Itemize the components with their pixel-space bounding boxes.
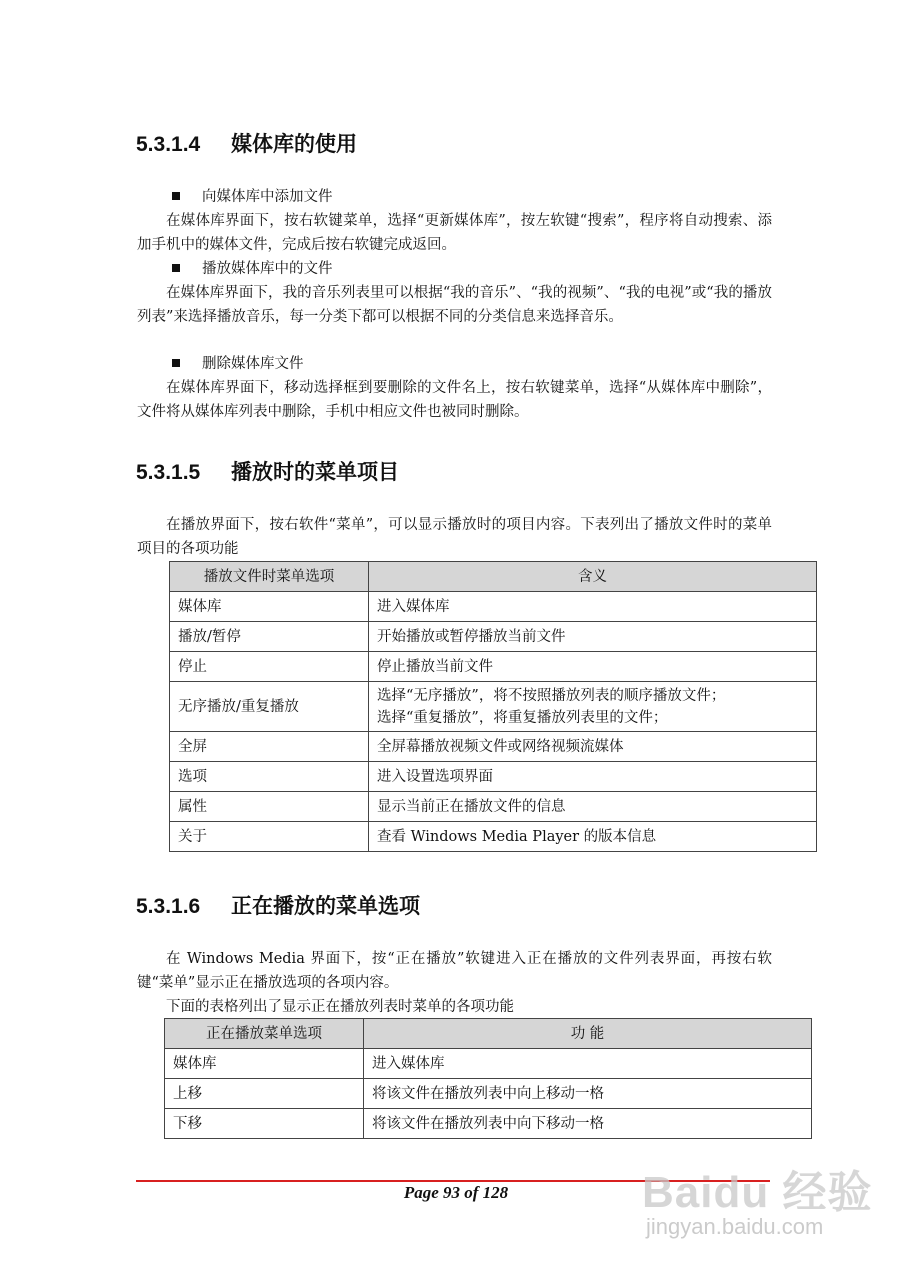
- section-number: 5.3.1.6: [136, 895, 201, 918]
- bullet-item: [172, 257, 333, 281]
- playback-menu-table: [169, 561, 817, 852]
- table-cell: 停止: [170, 652, 369, 682]
- paragraph: 在播放界面下，按右软件“菜单”，可以显示播放时的项目内容。下表列出了播放文件时的菜单项目的各项功能: [137, 517, 772, 557]
- table-cell: 播放/暂停: [170, 622, 369, 652]
- bullet-label: 播放媒体库中的文件: [202, 261, 333, 277]
- table-cell: 下移: [165, 1109, 364, 1139]
- bullet-label: 向媒体库中添加文件: [202, 189, 333, 205]
- table-cell: 关于: [170, 822, 369, 852]
- table-cell: 上移: [165, 1079, 364, 1109]
- table-cell: 进入设置选项界面: [369, 762, 817, 792]
- bullet-item: [172, 185, 333, 209]
- table-row: [170, 652, 817, 682]
- table-cell: 媒体库: [170, 592, 369, 622]
- table-cell: 进入媒体库: [369, 592, 817, 622]
- section-title: 媒体库的使用: [231, 133, 357, 156]
- table-cell: 媒体库: [165, 1049, 364, 1079]
- table-cell-line: 选择“重复播放”，将重复播放列表里的文件；: [377, 709, 668, 726]
- bullet-item: [172, 352, 304, 376]
- watermark-logo: Baidu 经验: [642, 1168, 873, 1217]
- table-cell: 属性: [170, 792, 369, 822]
- table-row: [170, 592, 817, 622]
- paragraph: 下面的表格列出了显示正在播放列表时菜单的各项功能: [166, 999, 514, 1015]
- table-cell: 查看 Windows Media Player 的版本信息: [369, 822, 817, 852]
- paragraph: 在媒体库界面下，按右软键菜单，选择“更新媒体库”，按左软键“搜索”，程序将自动搜索、添加手机中的媒体文件，完成后按右软键完成返回。: [137, 213, 772, 253]
- section-heading-5-3-1-4: [136, 128, 357, 158]
- table-cell: 全屏: [170, 732, 369, 762]
- square-bullet-icon: [172, 359, 180, 367]
- paragraph: 在媒体库界面下，移动选择框到要删除的文件名上，按右软键菜单，选择“从媒体库中删除”，文件将从媒体库列表中删除，手机中相应文件也被同时删除。: [137, 380, 772, 420]
- table-row: [170, 762, 817, 792]
- table-row: [165, 1079, 812, 1109]
- paragraph: 在 Windows Media 界面下，按“正在播放”软键进入正在播放的文件列表界面，再按右软键“菜单”显示正在播放选项的各项内容。: [137, 951, 772, 991]
- section-heading-5-3-1-6: [136, 890, 420, 920]
- baidu-watermark: [630, 1140, 880, 1260]
- table-header-cell: 功 能: [364, 1019, 812, 1049]
- section-heading-5-3-1-5: [136, 456, 399, 486]
- table-row: [170, 822, 817, 852]
- table-cell: 开始播放或暂停播放当前文件: [369, 622, 817, 652]
- table-row: [170, 622, 817, 652]
- table-row: [170, 732, 817, 762]
- table-cell: 停止播放当前文件: [369, 652, 817, 682]
- table-cell-line: 选择“无序播放”，将不按照播放列表的顺序播放文件；: [377, 687, 726, 704]
- table-header-cell: 含义: [369, 562, 817, 592]
- page-number: Page 93 of 128: [403, 1183, 509, 1202]
- section-number: 5.3.1.5: [136, 461, 201, 484]
- table-row: [170, 682, 817, 732]
- table-row: [165, 1109, 812, 1139]
- table-row: [170, 792, 817, 822]
- section-title: 播放时的菜单项目: [231, 461, 399, 484]
- table-header-row: [165, 1019, 812, 1049]
- table-cell: 将该文件在播放列表中向上移动一格: [364, 1079, 812, 1109]
- section-number: 5.3.1.4: [136, 133, 201, 156]
- table-cell: 将该文件在播放列表中向下移动一格: [364, 1109, 812, 1139]
- table-header-row: [170, 562, 817, 592]
- table-cell: 无序播放/重复播放: [170, 682, 369, 732]
- table-cell: 全屏幕播放视频文件或网络视频流媒体: [369, 732, 817, 762]
- table-cell: 进入媒体库: [364, 1049, 812, 1079]
- bullet-label: 删除媒体库文件: [202, 356, 304, 372]
- section-title: 正在播放的菜单选项: [231, 895, 420, 918]
- table-cell: 显示当前正在播放文件的信息: [369, 792, 817, 822]
- table-row: [165, 1049, 812, 1079]
- paragraph: 在媒体库界面下，我的音乐列表里可以根据“我的音乐”、“我的视频”、“我的电视”或“我的播放列表”来选择播放音乐，每一分类下都可以根据不同的分类信息来选择音乐。: [137, 285, 772, 325]
- table-header-cell: 播放文件时菜单选项: [170, 562, 369, 592]
- table-cell: 选项: [170, 762, 369, 792]
- table-header-cell: 正在播放菜单选项: [165, 1019, 364, 1049]
- watermark-url: jingyan.baidu.com: [646, 1214, 824, 1239]
- square-bullet-icon: [172, 192, 180, 200]
- now-playing-menu-table: [164, 1018, 812, 1139]
- table-cell: [369, 682, 817, 732]
- square-bullet-icon: [172, 264, 180, 272]
